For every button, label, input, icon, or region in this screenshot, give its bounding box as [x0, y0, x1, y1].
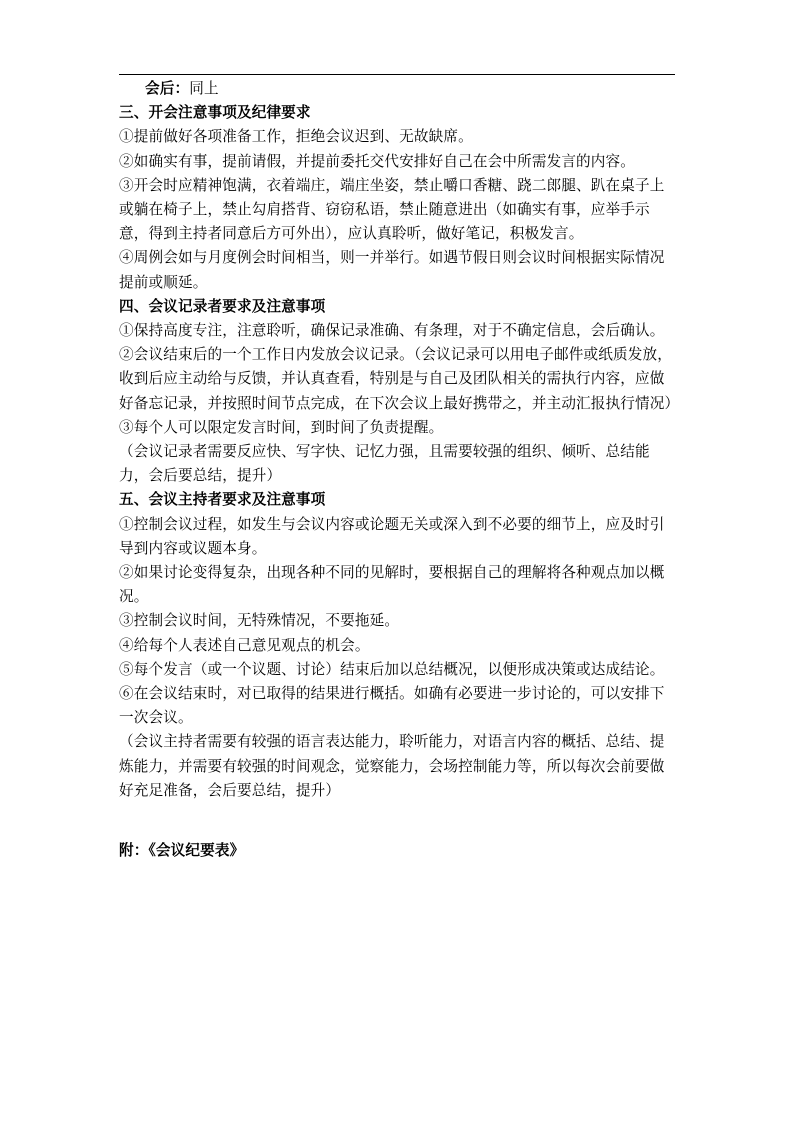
section-5-item: ③控制会议时间，无特殊情况，不要拖延。 [119, 612, 400, 630]
section-4-title: 四、会议记录者要求及注意事项 [119, 297, 326, 315]
header-rule [119, 74, 675, 75]
section-5-note: （会议主持者需要有较强的语言表达能力，聆听能力，对语言内容的概括、总结、提炼能力，并需要有较强的时间观念，觉察能力，会场控制能力等，所以每次会前要做好充足准备，会后要总结，提升） [119, 733, 665, 799]
section-5-title: 五、会议主持者要求及注意事项 [119, 491, 326, 509]
section-4-item: ①保持高度专注，注意聆听，确保记录准确、有条理，对于不确定信息，会后确认。 [119, 322, 665, 340]
blank-line [119, 803, 675, 827]
appendix-label: 附：《会议纪要表》 [119, 842, 245, 860]
document-body [119, 77, 680, 863]
section-5-item: ⑤每个发言（或一个议题、讨论）结束后加以总结概况，以便形成决策或达成结论。 [119, 660, 665, 678]
after-meeting-line [119, 77, 675, 101]
section-4-note: （会议记录者需要反应快、写字快、记忆力强，且需要较强的组织、倾听、总结能力，会后要总结，提升） [119, 443, 650, 485]
after-meeting-label: 会后： [145, 80, 190, 97]
section-5-item: ②如果讨论变得复杂，出现各种不同的见解时，要根据自己的理解将各种观点加以概况。 [119, 564, 665, 606]
section-3-item: ②如确实有事，提前请假，并提前委托交代安排好自己在会中所需发言的内容。 [119, 152, 636, 170]
section-5-item: ④给每个人表述自己意见观点的机会。 [119, 636, 370, 654]
section-3-item: ④周例会如与月度例会时间相当，则一并举行。如遇节假日则会议时间根据实际情况提前或顺延。 [119, 249, 665, 291]
section-4-item: ②会议结束后的一个工作日内发放会议记录。（会议记录可以用电子邮件或纸质发放，收到后应主动给与反馈，并认真查看，特别是与自己及团队相关的需执行内容，应做好备忘记录，并按照时间节点完成，在下次会议上最好携带之，并主动汇报执行情况） [119, 346, 680, 412]
after-meeting-value: 同上 [189, 80, 219, 97]
section-4-item: ③每个人可以限定发言时间，到时间了负责提醒。 [119, 418, 444, 436]
section-3-item: ③开会时应精神饱满，衣着端庄，端庄坐姿，禁止嚼口香糖、跷二郎腿、趴在桌子上或躺在椅子上，禁止勾肩搭背、窃窃私语，禁止随意进出（如确实有事，应举手示意，得到主持者同意后方可外出），应认真聆听，做好笔记，积极发言。 [119, 176, 665, 243]
section-5-item: ①控制会议过程，如发生与会议内容或论题无关或深入到不必要的细节上，应及时引导到内容或议题本身。 [119, 515, 665, 557]
section-3-title: 三、开会注意事项及纪律要求 [119, 104, 311, 122]
section-5-item: ⑥在会议结束时，对已取得的结果进行概括。如确有必要进一步讨论的，可以安排下一次会议。 [119, 685, 665, 727]
section-3-item: ①提前做好各项准备工作，拒绝会议迟到、无故缺席。 [119, 128, 473, 146]
